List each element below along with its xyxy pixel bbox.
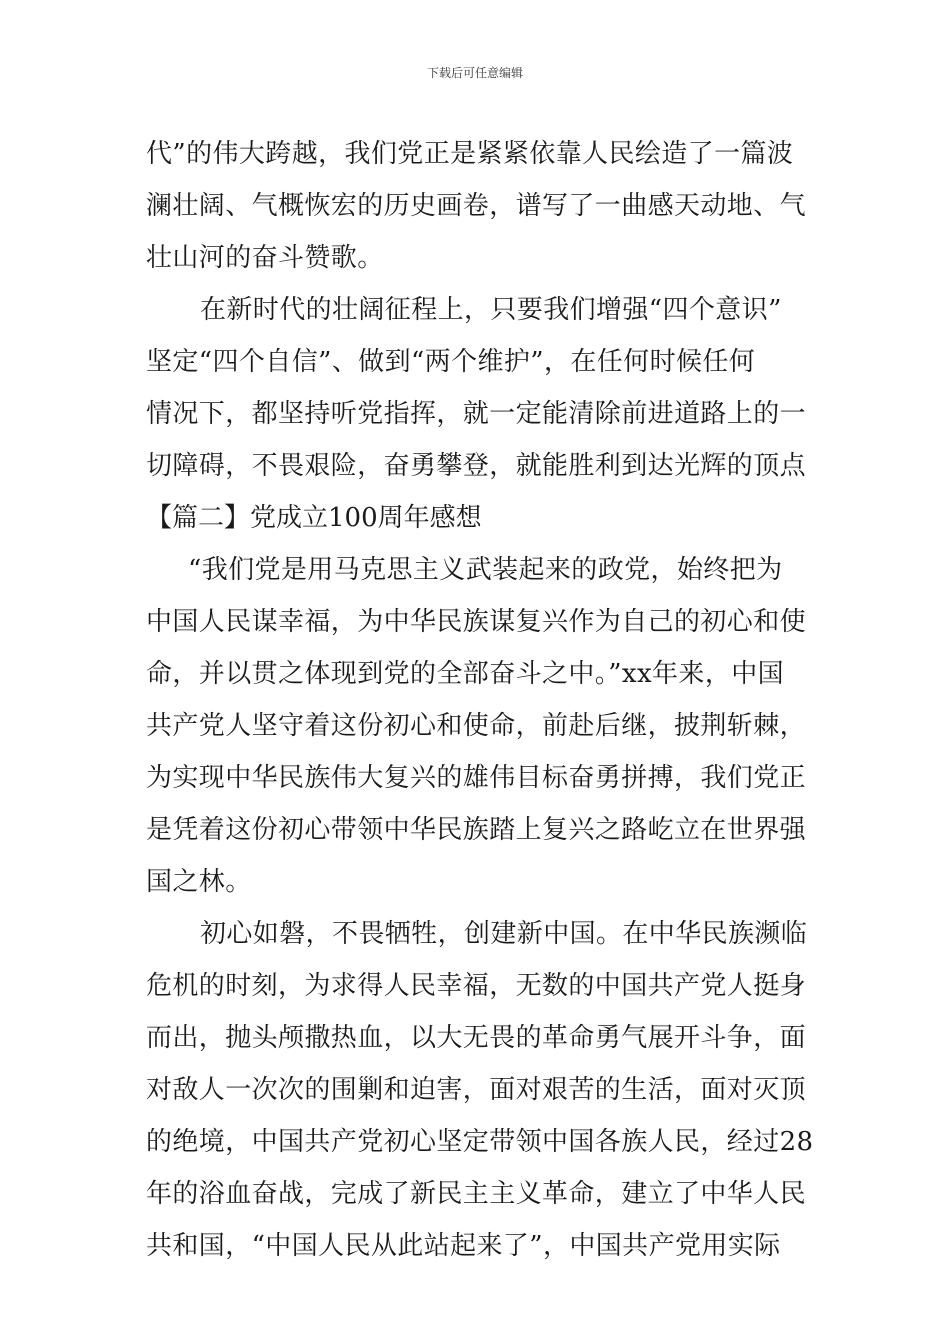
- text-line: 而出，抛头颅撒热血，以大无畏的革命勇气展开斗争，面: [146, 1023, 807, 1053]
- section-heading: 【篇二】党成立100周年感想: [146, 503, 482, 533]
- text-line: 共和国，“中国人民从此站起来了”，中国共产党用实际: [146, 1231, 781, 1261]
- text-line: 是凭着这份初心带领中华民族踏上复兴之路屹立在世界强: [146, 815, 807, 845]
- text-line: 切障碍，不畏艰险，奋勇攀登，就能胜利到达光辉的顶点: [146, 451, 807, 481]
- text-line: 国之林。: [146, 867, 252, 897]
- document-body: [146, 128, 814, 1272]
- text-line: 在新时代的壮阔征程上，只要我们增强“四个意识”: [200, 295, 782, 325]
- text-line: 坚定“四个自信”、做到“两个维护”，在任何时候任何: [146, 347, 756, 377]
- text-line: 为实现中华民族伟大复兴的雄伟目标奋勇拼搏，我们党正: [146, 763, 807, 793]
- text-line: 代”的伟大跨越，我们党正是紧紧依靠人民绘造了一篇波: [146, 139, 794, 169]
- text-line: 情况下，都坚持听党指挥，就一定能清除前进道路上的一: [146, 399, 807, 429]
- text-line: “我们党是用马克思主义武装起来的政党，始终把为: [188, 555, 783, 585]
- text-line: 共产党人坚守着这份初心和使命，前赴后继，披荆斩棘，: [146, 711, 807, 741]
- text-line: 壮山河的奋斗赞歌。: [146, 243, 384, 273]
- text-line: 年的浴血奋战，完成了新民主主义革命，建立了中华人民: [146, 1179, 807, 1209]
- text-line: 的绝境，中国共产党初心坚定带领中国各族人民，经过28: [146, 1127, 814, 1157]
- text-line: 命，并以贯之体现到党的全部奋斗之中。”xx年来，中国: [146, 659, 785, 689]
- text-line: 对敌人一次次的围剿和迫害，面对艰苦的生活，面对灭顶: [146, 1075, 807, 1105]
- page-header: 下载后可任意编辑: [426, 66, 523, 80]
- text-line: 澜壮阔、气概恢宏的历史画卷，谱写了一曲感天动地、气: [146, 191, 807, 221]
- text-line: 危机的时刻，为求得人民幸福，无数的中国共产党人挺身: [146, 971, 807, 1001]
- text-line: 初心如磐，不畏牺牲，创建新中国。在中华民族濒临: [200, 919, 808, 949]
- text-line: 中国人民谋幸福，为中华民族谋复兴作为自己的初心和使: [146, 607, 807, 637]
